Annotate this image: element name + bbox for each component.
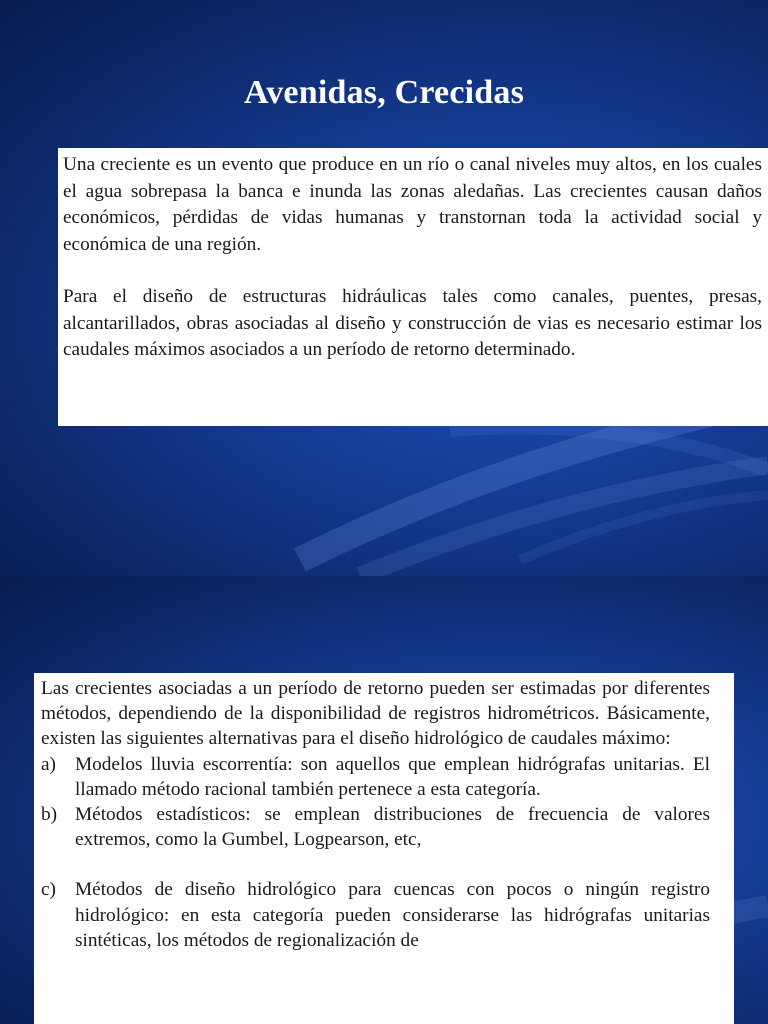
definition-textbox — [58, 148, 768, 426]
design-paragraph: Para el diseño de estructuras hidráulicas tales como canales, puentes, presas, alcantarillados, obras asociadas al diseño y construcción de vias es necesario estimar los caudales máximos asociados a un período de retorno determinado. — [63, 286, 762, 360]
list-marker: a) — [41, 753, 56, 775]
list-item — [41, 877, 710, 953]
slide-title: Avenidas, Crecidas — [243, 74, 525, 111]
methods-intro-paragraph: Las crecientes asociadas a un período de retorno pueden ser estimadas por diferentes métodos, dependiendo de la disponibilidad de registros hidrométricos. Básicamente, existen las siguientes alternativas para el diseño hidrológico de caudales máximo: — [41, 678, 710, 750]
list-item-text: Modelos lluvia escorrentía: son aquellos que emplean hidrógrafas unitarias. El llamado método racional también pertenece a esta categoría. — [75, 753, 710, 800]
list-item — [41, 752, 710, 802]
methods-textbox — [34, 673, 734, 1024]
list-marker: c) — [41, 879, 56, 901]
definition-paragraph: Una creciente es un evento que produce en un río o canal niveles muy altos, en los cuales el agua sobrepasa la banca e inunda las zonas aledañas. Las crecientes causan daños económicos, pérdidas de vidas humanas y transtornan toda la actividad social y económica de una región. — [63, 154, 762, 255]
list-item-text: Métodos de diseño hidrológico para cuencas con pocos o ningún registro hidrológico: en esta categoría pueden considerarse las hidrógrafas unitarias sintéticas, los métodos de regionalización de — [75, 879, 710, 951]
list-marker: b) — [41, 804, 58, 826]
slide-2 — [0, 576, 768, 1024]
list-item-text: Métodos estadísticos: se emplean distribuciones de frecuencia de valores extremos, como la Gumbel, Logpearson, etc, — [75, 804, 710, 851]
list-item — [41, 802, 710, 852]
